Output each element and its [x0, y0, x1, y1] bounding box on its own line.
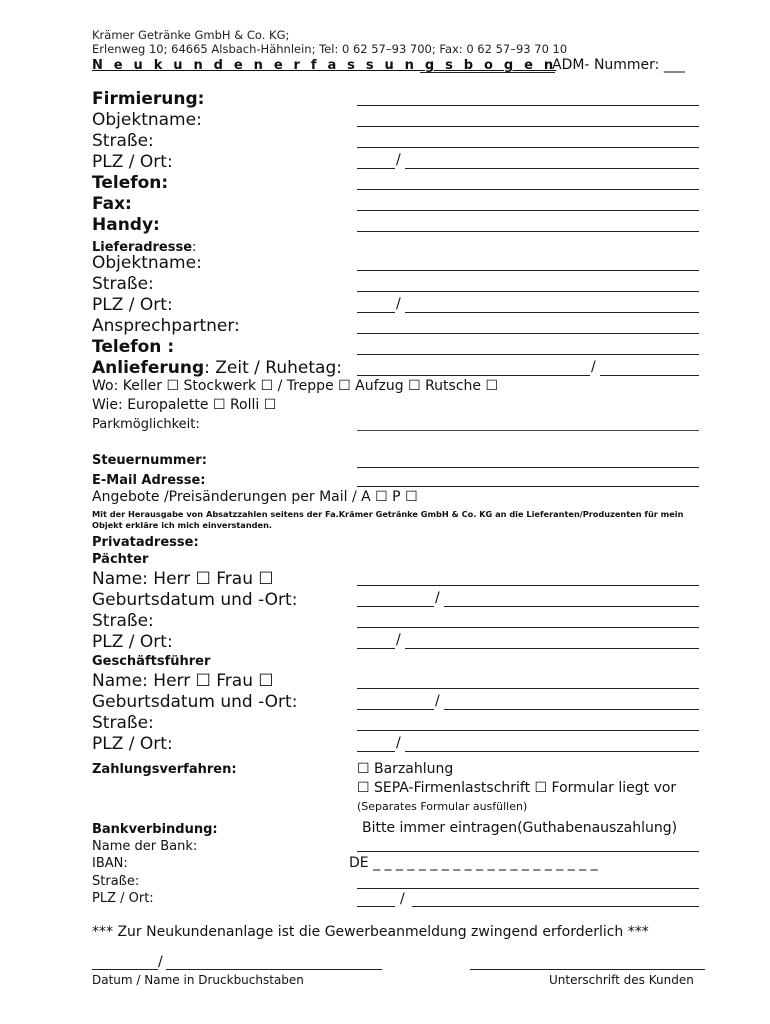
consent-text: Mit der Herausgabe von Absatzzahlen seitens der Fa.Krämer Getränke GmbH & Co. KG an die Lieferanten/Produzenten für mein Objekt erkläre ich mich einverstanden.: [92, 509, 684, 530]
bank-plz-field[interactable]: [357, 906, 395, 907]
zahlungsverfahren-label: Zahlungsverfahren:: [92, 762, 237, 777]
gewerbeanmeldung-notice: *** Zur Neukundenanlage ist die Gewerbeanmeldung zwingend erforderlich ***: [92, 924, 649, 940]
steuernummer-label: Steuernummer:: [92, 453, 207, 468]
paechter-geburtsdatum-slash: /: [435, 590, 440, 606]
gf-geburtsdatum-slash: /: [435, 693, 440, 709]
ort-field[interactable]: [405, 168, 699, 169]
angebote-options[interactable]: Angebote /Preisänderungen per Mail / A ☐ P ☐: [92, 489, 418, 505]
gf-plz-slash: /: [396, 735, 401, 751]
company-address: Erlenweg 10; 64665 Alsbach-Hähnlein; Tel: 0 62 57–93 700; Fax: 0 62 57–93 70 10: [92, 42, 568, 56]
gf-name-field[interactable]: [357, 688, 699, 689]
parkmoeglichkeit-field[interactable]: [357, 430, 699, 431]
paechter-ort-field[interactable]: [405, 648, 699, 649]
paechter-plz-field[interactable]: [357, 648, 395, 649]
anlieferung-slash: /: [591, 359, 596, 375]
company-name: Krämer Getränke GmbH & Co. KG;: [92, 28, 290, 42]
paechter-plz-slash: /: [396, 632, 401, 648]
wie-options[interactable]: Wie: Europalette ☐ Rolli ☐: [92, 397, 277, 413]
gf-ort-field[interactable]: [405, 751, 699, 752]
firmierung-label: Firmierung:: [92, 89, 205, 109]
lief-plz-ort-label: PLZ / Ort:: [92, 295, 173, 315]
plz-ort-label: PLZ / Ort:: [92, 152, 173, 172]
paechter-geburtsort-field[interactable]: [444, 606, 699, 607]
gf-geburtsdatum-label: Geburtsdatum und -Ort:: [92, 692, 298, 712]
telefon-field[interactable]: [357, 189, 699, 190]
gf-name-label[interactable]: Name: Herr ☐ Frau ☐: [92, 671, 274, 691]
date-slash: /: [158, 954, 163, 970]
paechter-plz-ort-label: PLZ / Ort:: [92, 632, 173, 652]
sepa-note: (Separates Formular ausfüllen): [357, 800, 528, 813]
paechter-name-field[interactable]: [357, 585, 699, 586]
bank-plz-ort-label: PLZ / Ort:: [92, 891, 154, 906]
handy-label: Handy:: [92, 215, 160, 235]
objektname-label: Objektname:: [92, 110, 202, 130]
plz-field[interactable]: [357, 168, 395, 169]
bankverbindung-label: Bankverbindung:: [92, 822, 218, 837]
paechter-name-label[interactable]: Name: Herr ☐ Frau ☐: [92, 569, 274, 589]
lief-telefon-label: Telefon :: [92, 337, 175, 357]
wo-options[interactable]: Wo: Keller ☐ Stockwerk ☐ / Treppe ☐ Aufzug ☐ Rutsche ☐: [92, 378, 499, 394]
signature-field[interactable]: [470, 969, 705, 970]
title-underline: [420, 72, 555, 73]
gf-plz-ort-label: PLZ / Ort:: [92, 734, 173, 754]
date-field[interactable]: [92, 969, 158, 970]
lief-strasse-field[interactable]: [357, 291, 699, 292]
date-name-caption: Datum / Name in Druckbuchstaben: [92, 973, 304, 987]
bank-name-field[interactable]: [357, 851, 699, 852]
bank-ort-field[interactable]: [412, 906, 699, 907]
fax-field[interactable]: [357, 210, 699, 211]
bank-hint: Bitte immer eintragen(Guthabenauszahlung): [362, 820, 678, 836]
lief-telefon-field[interactable]: [357, 354, 699, 355]
barzahlung-option[interactable]: ☐ Barzahlung: [357, 761, 454, 777]
objektname-field[interactable]: [357, 126, 699, 127]
iban-label: IBAN:: [92, 856, 128, 871]
geschaeftsfuehrer-heading: Geschäftsführer: [92, 654, 211, 669]
ansprechpartner-field[interactable]: [357, 333, 699, 334]
iban-field[interactable]: DE _ _ _ _ _ _ _ _ _ _ _ _ _ _ _ _ _ _ _ _: [349, 855, 598, 871]
anlieferung-rest: : Zeit / Ruhetag:: [204, 358, 342, 378]
ansprechpartner-label: Ansprechpartner:: [92, 316, 240, 336]
paechter-geburtsdatum-label: Geburtsdatum und -Ort:: [92, 590, 298, 610]
lieferadresse-text: Lieferadresse: [92, 240, 193, 255]
lief-plz-slash: /: [396, 296, 401, 312]
form-title: N e u k u n d e n e r f a s s u n g s b o g e n: [92, 58, 557, 73]
plz-slash: /: [396, 152, 401, 168]
anlieferung-ruhetag-field[interactable]: [600, 375, 699, 376]
bank-strasse-label: Straße:: [92, 874, 140, 889]
privatadresse-label: Privatadresse:: [92, 535, 199, 550]
gf-strasse-field[interactable]: [357, 730, 699, 731]
gf-plz-field[interactable]: [357, 751, 395, 752]
lief-objektname-field[interactable]: [357, 270, 699, 271]
name-field[interactable]: [166, 969, 382, 970]
paechter-strasse-label: Straße:: [92, 611, 154, 631]
parkmoeglichkeit-label: Parkmöglichkeit:: [92, 417, 200, 432]
anlieferung-zeit-field[interactable]: [357, 375, 590, 376]
lief-strasse-label: Straße:: [92, 274, 154, 294]
strasse-field[interactable]: [357, 147, 699, 148]
email-field[interactable]: [357, 486, 699, 487]
strasse-label: Straße:: [92, 131, 154, 151]
gf-geburtsort-field[interactable]: [444, 709, 699, 710]
bank-plz-slash: /: [400, 891, 405, 907]
lief-ort-field[interactable]: [405, 312, 699, 313]
firmierung-field[interactable]: [357, 105, 699, 106]
email-label: E-Mail Adresse:: [92, 473, 206, 488]
adm-number-label: ADM- Nummer: ___: [552, 57, 685, 73]
paechter-strasse-field[interactable]: [357, 627, 699, 628]
fax-label: Fax:: [92, 194, 132, 214]
sepa-option[interactable]: ☐ SEPA-Firmenlastschrift ☐ Formular liegt vor: [357, 780, 677, 796]
paechter-geburtsdatum-field[interactable]: [357, 606, 434, 607]
anlieferung-label: [92, 358, 342, 378]
handy-field[interactable]: [357, 231, 699, 232]
signature-caption: Unterschrift des Kunden: [549, 973, 694, 987]
lief-plz-field[interactable]: [357, 312, 395, 313]
gf-geburtsdatum-field[interactable]: [357, 709, 434, 710]
bank-name-label: Name der Bank:: [92, 839, 198, 854]
anlieferung-bold: Anlieferung: [92, 358, 205, 378]
lieferadresse-colon: :: [192, 240, 197, 255]
telefon-label: Telefon:: [92, 173, 169, 193]
steuernummer-field[interactable]: [357, 467, 699, 468]
lief-objektname-label: Objektname:: [92, 253, 202, 273]
gf-strasse-label: Straße:: [92, 713, 154, 733]
paechter-heading: Pächter: [92, 552, 149, 567]
bank-strasse-field[interactable]: [357, 888, 699, 889]
